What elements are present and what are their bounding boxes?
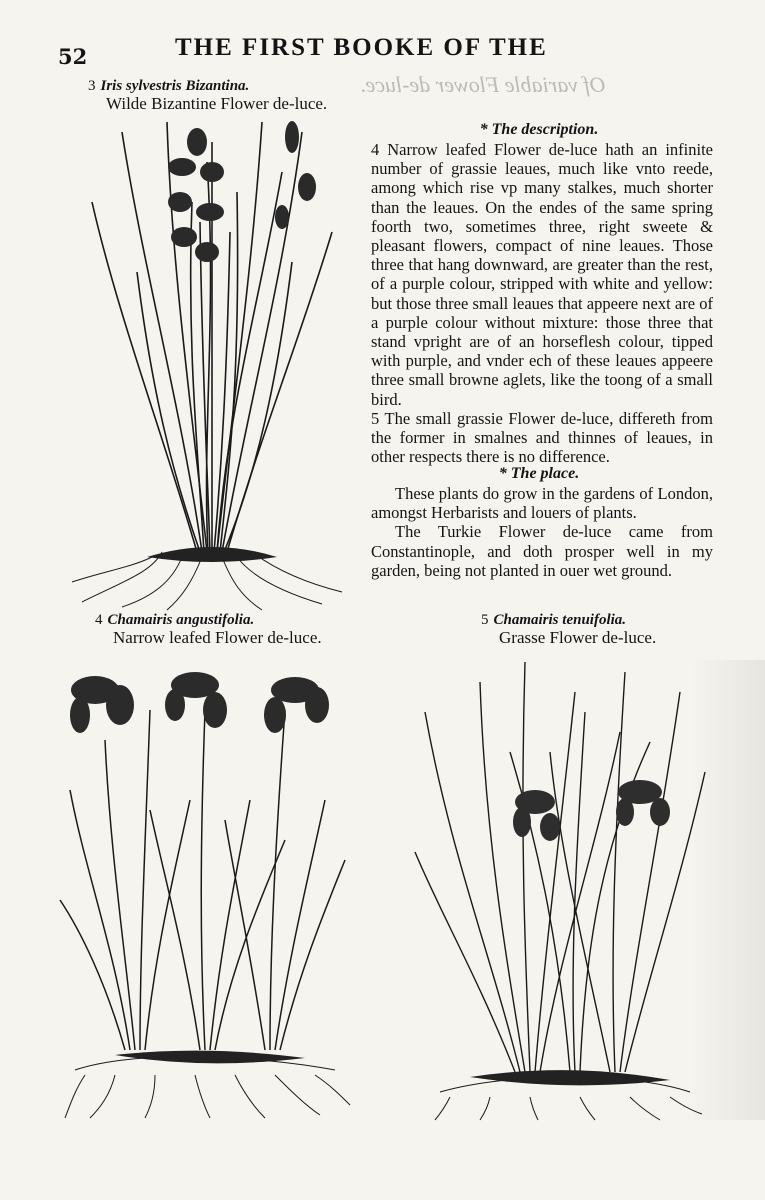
chamairis-tenuifolia-illustration bbox=[410, 652, 710, 1122]
figure-latin-name: Chamairis angustifolia. bbox=[107, 612, 255, 628]
iris-bizantina-illustration bbox=[62, 112, 352, 612]
figure-english-name: Narrow leafed Flower de-luce. bbox=[113, 627, 322, 647]
page-number: 52 bbox=[58, 44, 88, 69]
place-text bbox=[371, 484, 713, 580]
description-paragraph: 4 Narrow leafed Flower de-luce hath an infinite number of grassie leaues, much like vnto reede, among which rise vp many stalkes, much shorter than the leaues. On the endes of the same spring foorth two, sometimes three, right sweete & pleasant flowers, compact of nine leaues. Those three that hang downward, are greater than the rest, of a purple colour, stripped with white and yellow: but those three small leaues that appeere next are of a purple colour without mixture: those three that stand vpright are of an horseflesh colour, tipped with purple, and vnder ech of these leaues appeere three small browne aglets, like the toong of a small bird. bbox=[371, 140, 713, 409]
description-heading: * The description. bbox=[479, 121, 599, 138]
ghost-show-through-text: Of variable Flower de-luce. bbox=[360, 72, 606, 97]
place-paragraph: These plants do grow in the gardens of London, amongst Herbarists and louers of plants. bbox=[371, 484, 713, 523]
description-text bbox=[371, 140, 713, 466]
figure-latin-name: Chamairis tenuifolia. bbox=[493, 612, 627, 628]
figure-3-caption bbox=[88, 78, 327, 113]
figure-4-caption bbox=[95, 612, 322, 647]
figure-english-name: Wilde Bizantine Flower de-luce. bbox=[106, 93, 328, 113]
running-title: THE FIRST BOOKE OF THE bbox=[175, 34, 548, 61]
figure-5-caption bbox=[481, 612, 656, 647]
figure-english-name: Grasse Flower de-luce. bbox=[499, 627, 657, 647]
chamairis-angustifolia-illustration bbox=[55, 650, 355, 1120]
place-heading: * The place. bbox=[498, 465, 580, 482]
figure-number: 4 bbox=[95, 612, 103, 628]
figure-number: 5 bbox=[481, 612, 489, 628]
description-paragraph: 5 The small grassie Flower de-luce, differeth from the former in smalnes and thinnes of leaues, in other respects there is no difference. bbox=[371, 408, 713, 467]
figure-number: 3 bbox=[88, 78, 96, 94]
place-paragraph: The Turkie Flower de-luce came from Constantinople, and doth prosper well in my garden, being not planted in ouer wet ground. bbox=[371, 522, 713, 580]
figure-latin-name: Iris sylvestris Bizantina. bbox=[100, 78, 250, 94]
